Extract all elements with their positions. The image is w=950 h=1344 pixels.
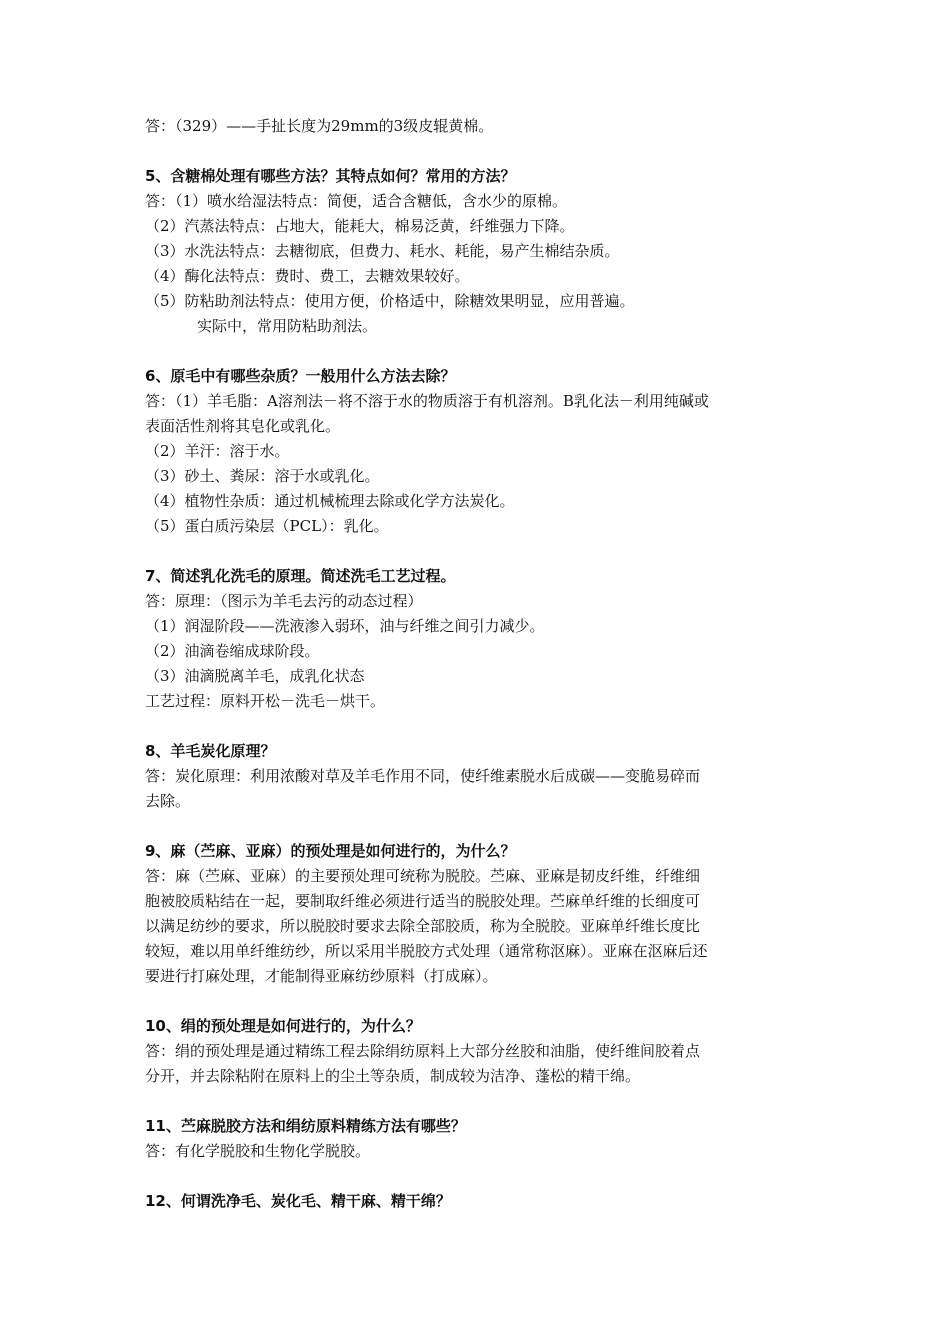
answer-line: （5）防粘助剂法特点：使用方便，价格适中，除糖效果明显，应用普遍。	[145, 292, 635, 310]
answer-line: 较短，难以用单纤维纺纱，所以采用半脱胶方式处理（通常称沤麻）。亚麻在沤麻后还	[145, 942, 708, 960]
answer-line: （3）水洗法特点：去糖彻底，但费力、耗水、耗能，易产生棉结杂质。	[145, 242, 620, 260]
question-10-title: 10、绢的预处理是如何进行的，为什么？	[145, 1017, 421, 1035]
question-6-answer	[145, 389, 815, 539]
question-7-answer	[145, 589, 815, 714]
answer-line: 答：（1）喷水给湿法特点：简便，适合含糖低，含水少的原棉。	[145, 192, 568, 210]
question-12-title: 12、何谓洗净毛、炭化毛、精干麻、精干绵？	[145, 1192, 451, 1210]
answer-line: 答：原理：（图示为羊毛去污的动态过程）	[145, 592, 423, 610]
answer-line: （2）羊汗：溶于水。	[145, 442, 290, 460]
answer-line: 答：炭化原理：利用浓酸对草及羊毛作用不同，使纤维素脱水后成碳——变脆易碎而	[145, 767, 701, 785]
question-5-title: 5、含糖棉处理有哪些方法？其特点如何？常用的方法？	[145, 167, 516, 185]
answer-line: （3）砂土、粪尿：溶于水或乳化。	[145, 467, 380, 485]
answer-line: 答：麻（苎麻、亚麻）的主要预处理可统称为脱胶。苎麻、亚麻是韧皮纤维，纤维细	[145, 867, 701, 885]
answer-line: 工艺过程：原料开松－洗毛－烘干。	[145, 692, 386, 710]
answer-line: （1）润湿阶段——洗液渗入弱环，油与纤维之间引力减少。	[145, 617, 545, 635]
question-5-answer	[145, 189, 815, 339]
answer-line: 胞被胶质粘结在一起，要制取纤维必须进行适当的脱胶处理。苎麻单纤维的长细度可	[145, 892, 701, 910]
question-7-title: 7、简述乳化洗毛的原理。简述洗毛工艺过程。	[145, 567, 456, 585]
answer-line: （4）酶化法特点：费时、费工，去糖效果较好。	[145, 267, 470, 285]
question-8-title: 8、羊毛炭化原理？	[145, 742, 276, 760]
answer-line: 以满足纺纱的要求，所以脱胶时要求去除全部胶质，称为全脱胶。亚麻单纤维长度比	[145, 917, 701, 935]
question-8-answer	[145, 764, 815, 814]
question-9-title: 9、麻（苎麻、亚麻）的预处理是如何进行的，为什么？	[145, 842, 516, 860]
answer-line: （4）植物性杂质：通过机械梳理去除或化学方法炭化。	[145, 492, 515, 510]
answer-line: 答：有化学脱胶和生物化学脱胶。	[145, 1142, 371, 1160]
intro-answer: 答：（329）——手扯长度为29mm的3级皮辊黄棉。	[145, 117, 494, 135]
answer-line: 分开，并去除粘附在原料上的尘土等杂质，制成较为洁净、蓬松的精干绵。	[145, 1067, 641, 1085]
answer-line: 表面活性剂将其皂化或乳化。	[145, 417, 341, 435]
answer-line: （3）油滴脱离羊毛，成乳化状态	[145, 667, 365, 685]
question-10-answer	[145, 1039, 815, 1089]
question-11-answer	[145, 1139, 815, 1164]
question-9-answer	[145, 864, 815, 989]
question-11-title: 11、苎麻脱胶方法和绢纺原料精练方法有哪些？	[145, 1117, 466, 1135]
answer-line: 要进行打麻处理，才能制得亚麻纺纱原料（打成麻）。	[145, 967, 498, 985]
answer-line: （2）汽蒸法特点：占地大，能耗大，棉易泛黄，纤维强力下降。	[145, 217, 575, 235]
answer-line: 去除。	[145, 792, 191, 810]
answer-line: （5）蛋白质污染层（PCL）：乳化。	[145, 517, 389, 535]
answer-line: 答：（1）羊毛脂：A溶剂法－将不溶于水的物质溶于有机溶剂。B乳化法－利用纯碱或	[145, 392, 709, 410]
answer-line: （2）油滴卷缩成球阶段。	[145, 642, 320, 660]
document-page	[145, 114, 815, 1214]
answer-line: 答：绢的预处理是通过精练工程去除绢纺原料上大部分丝胶和油脂，使纤维间胶着点	[145, 1042, 701, 1060]
answer-note: 实际中，常用防粘助剂法。	[197, 317, 378, 335]
question-6-title: 6、原毛中有哪些杂质？一般用什么方法去除？	[145, 367, 456, 385]
